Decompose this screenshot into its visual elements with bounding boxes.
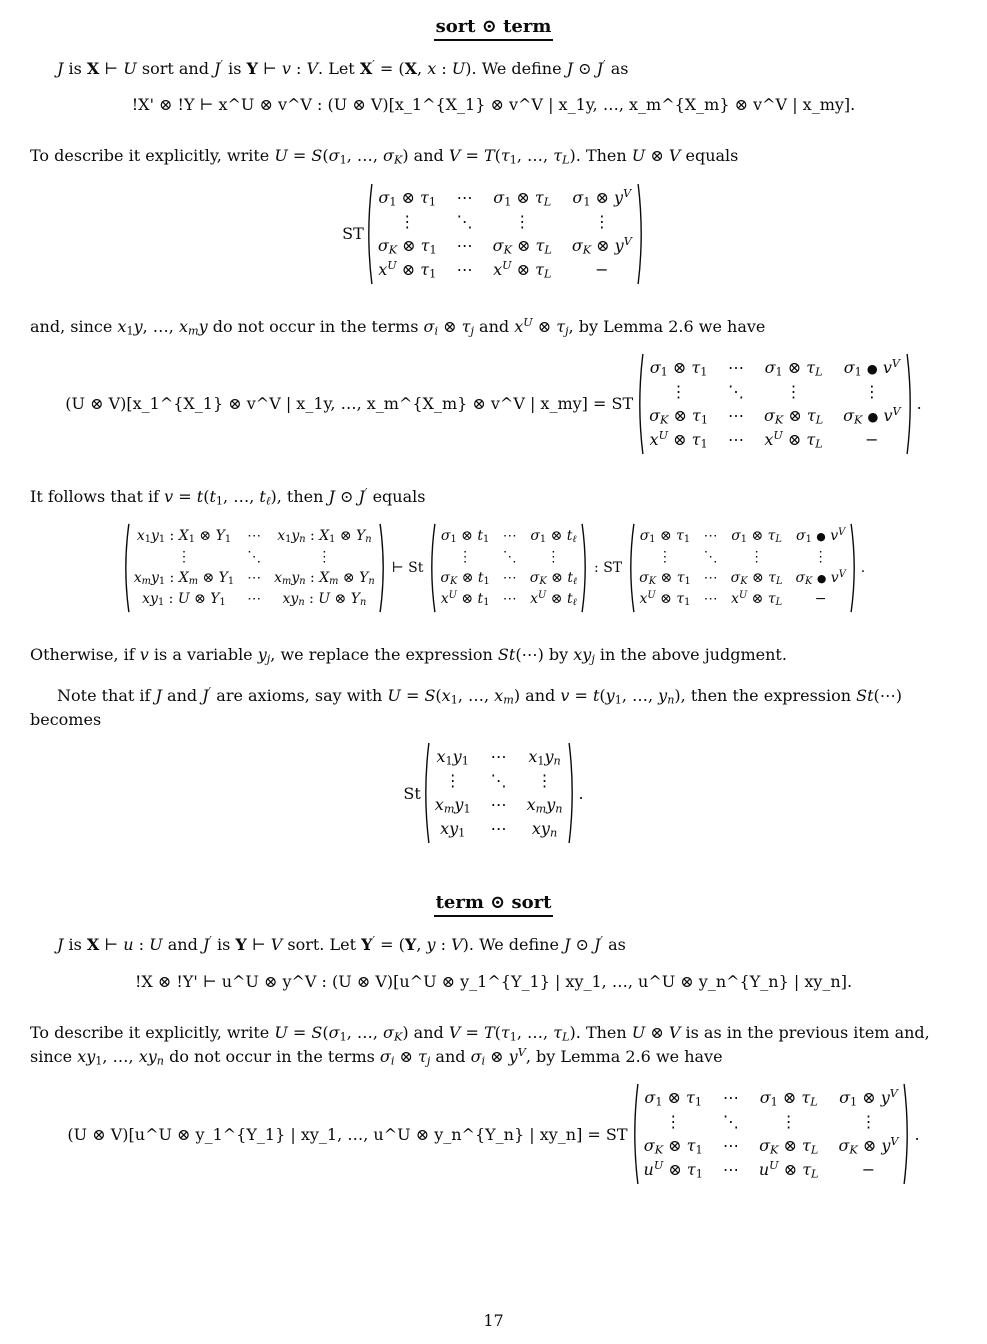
matrix-cell: $x^U$ ⊗ $\tau_L$	[493, 258, 552, 281]
left-paren-icon	[428, 523, 436, 613]
matrix-cell: ⋮	[176, 549, 191, 566]
matrix	[422, 742, 576, 844]
equation-period: .	[860, 560, 866, 577]
matrix-cell: ⋱	[502, 549, 517, 566]
display-equation-judgment-term-sort	[30, 972, 957, 991]
left-paren-icon	[365, 183, 373, 285]
matrix-cell: −	[814, 591, 827, 608]
matrix	[636, 353, 914, 455]
matrix-cell: ⋯	[727, 429, 744, 449]
display-equation-judgment-sort-term	[30, 95, 957, 114]
matrix-cell: ⋯	[456, 187, 473, 207]
matrix-cell: $\sigma_K$ ⊗ $\tau_1$	[643, 1136, 703, 1157]
matrix-cell: $u^U$ ⊗ $\tau_1$	[643, 1159, 703, 1181]
matrix-cell: $x^U$ ⊗ $\tau_1$	[378, 258, 437, 281]
matrix-cell: $\sigma_1$ ⊗ $\tau_L$	[493, 187, 552, 209]
matrix-cell: $x_my_n$ : $X_m$ ⊗ $Y_n$	[274, 570, 375, 588]
matrix-cell: $\sigma_K$ ● $v^V$	[795, 569, 846, 588]
left-paren-icon	[122, 523, 130, 613]
matrix-cell: ⋯	[722, 1136, 739, 1156]
equation-lhs: (U ⊗ V)[x_1^{X_1} ⊗ v^V | x_1y, …, x_m^{X_m} ⊗ v^V | x_my] = ST	[65, 394, 634, 414]
colon-label: : ST	[594, 560, 623, 577]
equation-period: .	[578, 783, 584, 803]
display-equation-substitution-2	[30, 1083, 957, 1185]
section-heading-sort-term	[30, 16, 957, 41]
term-matrix	[428, 523, 589, 613]
equation-text: !X' ⊗ !Y ⊢ x^U ⊗ v^V : (U ⊗ V)[x_1^{X_1} ⊗ v^V | x_1y, …, x_m^{X_m} ⊗ v^V | x_my].	[131, 95, 856, 115]
turnstile-label: ⊢ St	[391, 560, 424, 577]
page-number: 17	[483, 1311, 504, 1330]
matrix-cell: ⋮	[813, 549, 828, 566]
matrix-cell: ⋯	[490, 819, 507, 839]
section-title-text: term ⊙ sort	[434, 892, 554, 917]
matrix-cell: ⋮	[593, 211, 610, 231]
matrix-cell: ⋯	[727, 405, 744, 425]
matrix-cell: $\sigma_K$ ⊗ $\tau_L$	[492, 235, 552, 257]
matrix-cell: $x_1y_1$	[436, 747, 469, 768]
matrix-cell: $x_my_1$	[434, 795, 471, 816]
equation-lhs: (U ⊗ V)[u^U ⊗ y_1^{Y_1} | xy_1, …, u^U ⊗ y_n^{Y_n} | xy_n] = ST	[67, 1124, 628, 1144]
display-st-matrix	[30, 742, 957, 844]
matrix-cell: ⋮	[749, 549, 764, 566]
matrix-cell: $x_my_n$	[526, 795, 563, 816]
matrix-cell: ⋯	[490, 747, 507, 767]
matrix-cell: ⋯	[502, 528, 517, 545]
matrix-cell: ⋮	[317, 549, 332, 566]
matrix-cell: ⋯	[703, 570, 718, 587]
matrix-cell: $x^U$ ⊗ $t_1$	[440, 590, 490, 609]
matrix-prefix-label: St	[403, 783, 421, 803]
matrix-cell: $x_my_1$ : $X_m$ ⊗ $Y_1$	[133, 570, 235, 588]
matrix-cell: −	[861, 1160, 876, 1180]
matrix-cell: $\sigma_K$ ⊗ $\tau_L$	[759, 1136, 819, 1157]
left-paren-icon	[636, 353, 644, 455]
left-paren-icon	[422, 742, 430, 844]
left-paren-icon	[627, 523, 635, 613]
matrix-cell: ⋯	[722, 1160, 739, 1180]
matrix-cell: ⋮	[780, 1112, 797, 1132]
matrix-cell: ⋮	[514, 211, 531, 231]
matrix-cell: $\sigma_1$ ⊗ $y^V$	[839, 1087, 898, 1109]
matrix-cell: −	[595, 259, 609, 279]
matrix-cell: $\sigma_K$ ⊗ $t_\ell$	[529, 570, 578, 588]
matrix-cell: ⋯	[456, 259, 473, 279]
matrix-cell: $x^U$ ⊗ $\tau_L$	[764, 429, 823, 451]
matrix-cell: ⋱	[722, 1112, 739, 1132]
right-paren-icon	[379, 523, 387, 613]
matrix-cell: ⋱	[703, 549, 718, 566]
right-paren-icon	[568, 742, 576, 844]
sort-matrix	[627, 523, 858, 613]
matrix-cell: $\sigma_K$ ⊗ $y^V$	[571, 234, 632, 257]
matrix-cell: ⋯	[703, 528, 718, 545]
matrix-cell: $xy_n$ : U ⊗ $Y_n$	[282, 591, 367, 609]
matrix-cell: $\sigma_K$ ⊗ $\tau_1$	[649, 405, 708, 427]
right-paren-icon	[581, 523, 589, 613]
matrix-cell: ⋮	[536, 771, 553, 791]
matrix-cell: ⋱	[490, 771, 507, 791]
matrix-cell: $\sigma_1$ ⊗ $t_1$	[440, 528, 490, 546]
matrix-cell: $\sigma_K$ ⊗ $\tau_L$	[730, 570, 783, 588]
matrix-cell: ⋯	[490, 795, 507, 815]
paragraph-definition-term-sort: J is X ⊢ u : U and J′ is Y ⊢ V sort. Let Y′ = (Y, y : V). We define J ⊙ J′ as	[57, 934, 626, 955]
right-paren-icon	[906, 353, 914, 455]
context-matrix	[122, 523, 387, 613]
matrix-cell: ⋮	[670, 381, 687, 401]
matrix-cell: $\sigma_1$ ⊗ $\tau_1$	[649, 357, 708, 379]
matrix-cell: ⋮	[444, 771, 461, 791]
paragraph-note-axioms: Note that if J and J′ are axioms, say with $U = S(x_1$, …, $x_m$) and $v = t(y_1$, …, $y_n$), then the expression St(⋯) becomes	[30, 684, 903, 729]
matrix-cell: $u^U$ ⊗ $\tau_L$	[758, 1159, 819, 1181]
matrix-cell: $x^U$ ⊗ $\tau_L$	[731, 590, 783, 609]
equation-period: .	[916, 394, 922, 414]
section-title-text: sort ⊙ term	[434, 16, 554, 41]
paragraph-lemma-application: and, since $x_1y$, …, $x_my$ do not occur in the terms $\sigma_i$ ⊗ $\tau_j$ and $x^U$ ⊗ $\tau_j$, by Lemma 2.6 we have	[30, 315, 766, 338]
matrix-cell: ⋱	[456, 211, 473, 231]
matrix-cell: ⋯	[247, 591, 262, 608]
matrix-cell: ⋮	[399, 211, 416, 231]
matrix-cell: $x_1y_1$ : $X_1$ ⊗ $Y_1$	[136, 528, 232, 546]
matrix-cell: $\sigma_1$ ● $v^V$	[796, 527, 846, 546]
matrix-cell: $x^U$ ⊗ $t_\ell$	[530, 590, 577, 609]
matrix-cell: $\sigma_K$ ● $v^V$	[843, 405, 901, 427]
equation-text: !X ⊗ !Y' ⊢ u^U ⊗ y^V : (U ⊗ V)[u^U ⊗ y_1^{Y_1} | xy_1, …, u^U ⊗ y_n^{Y_n} | xy_n].	[134, 971, 853, 991]
matrix-cell: ⋱	[247, 549, 262, 566]
paragraph-definition-sort-term: J is X ⊢ U sort and J′ is Y ⊢ v : V. Let X′ = (X, x : U). We define J ⊙ J′ as	[57, 58, 629, 78]
matrix-cell: ⋯	[247, 528, 262, 545]
matrix-cell: ⋮	[860, 1112, 877, 1132]
matrix-cell: $x_1y_n$ : $X_1$ ⊗ $Y_n$	[277, 528, 372, 546]
matrix-cell: $\sigma_K$ ⊗ $\tau_1$	[639, 570, 691, 588]
matrix-cell: ⋯	[456, 235, 473, 255]
matrix-cell: $x_1y_n$	[528, 747, 561, 768]
left-paren-icon	[631, 1083, 639, 1185]
matrix-cell: ⋮	[665, 1112, 682, 1132]
matrix-cell: ⋯	[502, 570, 517, 587]
right-paren-icon	[850, 523, 858, 613]
matrix-cell: ⋱	[727, 381, 744, 401]
matrix	[365, 183, 645, 285]
matrix-cell: ⋯	[703, 591, 718, 608]
matrix-cell: $\sigma_1$ ⊗ $\tau_L$	[731, 528, 782, 546]
matrix-cell: $\sigma_1$ ⊗ $\tau_1$	[644, 1088, 702, 1109]
right-paren-icon	[903, 1083, 911, 1185]
matrix-cell: $xy_1$ : U ⊗ $Y_1$	[142, 591, 226, 609]
matrix-cell: ⋮	[458, 549, 473, 566]
display-three-matrix-judgment	[30, 523, 957, 613]
matrix-cell: $x^U$ ⊗ $\tau_1$	[649, 429, 708, 451]
matrix-cell: $\sigma_1$ ⊗ $\tau_1$	[378, 187, 437, 209]
matrix-cell: $\sigma_K$ ⊗ $\tau_L$	[763, 405, 824, 427]
matrix-cell: $\sigma_K$ ⊗ $\tau_1$	[377, 235, 437, 257]
matrix-cell: $x^U$ ⊗ $\tau_1$	[639, 590, 691, 609]
matrix-cell: $\sigma_K$ ⊗ $t_1$	[440, 570, 490, 588]
matrix-cell: ⋯	[727, 357, 744, 377]
matrix-cell: −	[865, 429, 879, 449]
matrix-cell: $\sigma_1$ ⊗ $\tau_L$	[759, 1088, 818, 1109]
matrix-cell: $\sigma_1$ ⊗ $y^V$	[572, 186, 632, 209]
matrix-cell: ⋯	[502, 591, 517, 608]
matrix-cell: ⋮	[657, 549, 672, 566]
matrix-cell: ⋮	[785, 381, 802, 401]
matrix-cell: ⋯	[722, 1088, 739, 1108]
matrix	[631, 1083, 912, 1185]
matrix-cell: $xy_n$	[531, 819, 558, 840]
paragraph-it-follows: It follows that if $v = t(t_1$, …, $t_\ell$), then J ⊙ J′ equals	[30, 486, 426, 508]
matrix-cell: $\sigma_1$ ⊗ $\tau_L$	[764, 357, 823, 379]
matrix-cell: $\sigma_1$ ⊗ $t_\ell$	[530, 528, 577, 546]
section-heading-term-sort	[30, 892, 957, 917]
paragraph-explicit-description: To describe it explicitly, write $U = S(\sigma_1$, …, $\sigma_K$) and $V = T(\tau_1$, …, $\tau_L$). Then U ⊗ V equals	[30, 146, 739, 167]
matrix-cell: $\sigma_K$ ⊗ $y^V$	[838, 1135, 899, 1157]
matrix-prefix-label: ST	[342, 224, 364, 244]
right-paren-icon	[637, 183, 645, 285]
matrix-cell: $\sigma_1$ ● $v^V$	[843, 357, 900, 379]
display-equation-substitution	[30, 353, 957, 455]
paragraph-otherwise: Otherwise, if v is a variable $y_j$, we replace the expression St(⋯) by $xy_j$ in the above judgment.	[30, 645, 787, 666]
display-matrix-u-tensor-v	[30, 183, 957, 285]
matrix-cell: ⋮	[863, 381, 880, 401]
matrix-cell: $\sigma_1$ ⊗ $\tau_1$	[639, 528, 691, 546]
matrix-cell: $xy_1$	[440, 819, 466, 840]
matrix-cell: ⋯	[247, 570, 262, 587]
paragraph-explicit-description-2: To describe it explicitly, write $U = S(\sigma_1$, …, $\sigma_K$) and $V = T(\tau_1$, …, $\tau_L$). Then U ⊗ V is as in the previous item and, since $xy_1$, …, $xy_n$ do not occur in the terms $\sigma_i$ ⊗ $\tau_j$ and $\sigma_i$ ⊗ $y^V$, by Lemma 2.6 we have	[30, 1022, 930, 1068]
matrix-cell: ⋮	[546, 549, 561, 566]
equation-period: .	[914, 1124, 920, 1144]
